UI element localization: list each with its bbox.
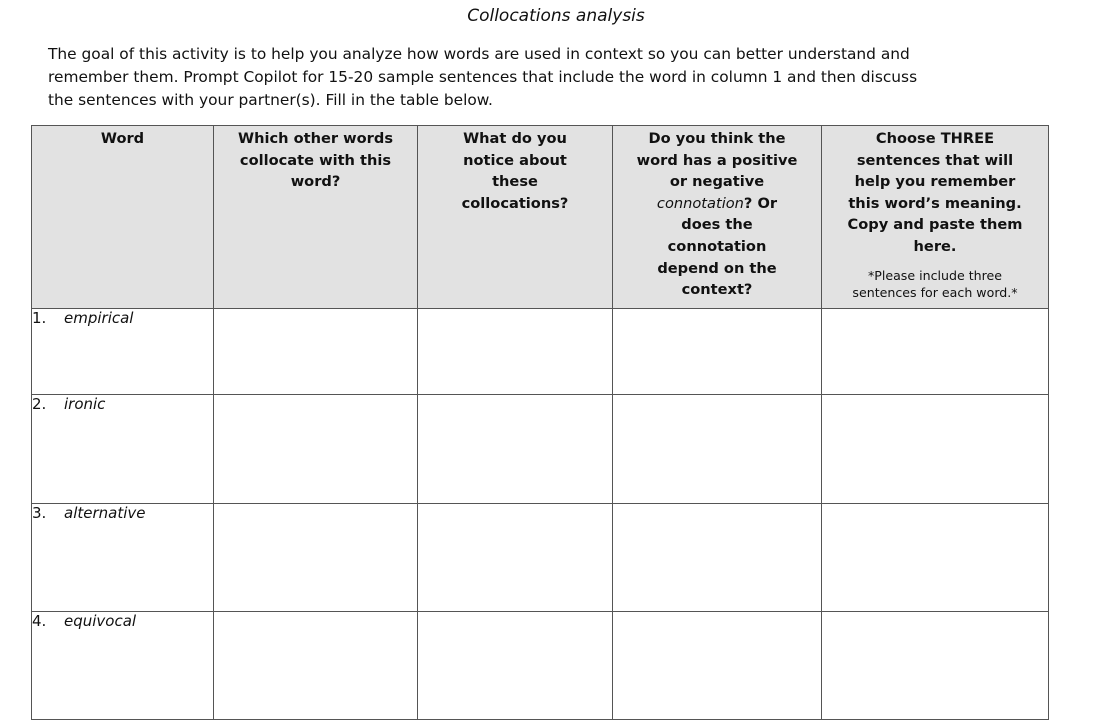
header-connotation: Do you think the word has a positive or negative connotation? Or does the connotation depend on the context? bbox=[613, 126, 822, 309]
intro-line-3: the sentences with your partner(s). Fill in the table below. bbox=[48, 91, 493, 109]
collocate-cell[interactable] bbox=[214, 612, 418, 720]
sentences-cell[interactable] bbox=[822, 309, 1049, 395]
document-title: Collocations analysis bbox=[467, 6, 645, 26]
header-row bbox=[32, 126, 1049, 309]
word-cell bbox=[32, 504, 214, 612]
header-choose-three: Choose THREE sentences that will help you remember this word’s meaning. Copy and paste them here. *Please include three sentences for each word.* bbox=[822, 126, 1049, 309]
table-row bbox=[32, 395, 1049, 504]
row-word: ironic bbox=[64, 395, 106, 413]
row-number: 3. bbox=[32, 504, 47, 522]
collocate-cell[interactable] bbox=[214, 504, 418, 612]
row-word: alternative bbox=[64, 504, 146, 522]
row-number: 2. bbox=[32, 395, 47, 413]
collocate-cell[interactable] bbox=[214, 309, 418, 395]
header-notice: What do you notice about these collocations? bbox=[418, 126, 613, 309]
row-number: 4. bbox=[32, 612, 47, 630]
word-cell bbox=[32, 395, 214, 504]
connotation-cell[interactable] bbox=[613, 504, 822, 612]
word-cell bbox=[32, 612, 214, 720]
connotation-cell[interactable] bbox=[613, 612, 822, 720]
collocations-table bbox=[31, 125, 1049, 720]
connotation-cell[interactable] bbox=[613, 395, 822, 504]
intro-line-2: remember them. Prompt Copilot for 15-20 sample sentences that include the word in column 1 and then discuss bbox=[48, 68, 918, 86]
notice-cell[interactable] bbox=[418, 504, 613, 612]
connotation-term: connotation bbox=[656, 194, 744, 212]
sentences-cell[interactable] bbox=[822, 395, 1049, 504]
header-word: Word bbox=[32, 126, 214, 309]
connotation-cell[interactable] bbox=[613, 309, 822, 395]
table-row bbox=[32, 504, 1049, 612]
table-row bbox=[32, 309, 1049, 395]
notice-cell[interactable] bbox=[418, 309, 613, 395]
row-word: empirical bbox=[64, 309, 134, 327]
sentences-cell[interactable] bbox=[822, 612, 1049, 720]
table-row bbox=[32, 612, 1049, 720]
word-cell bbox=[32, 309, 214, 395]
header-collocate: Which other words collocate with this word? bbox=[214, 126, 418, 309]
instructions-paragraph bbox=[48, 43, 1058, 112]
sentences-cell[interactable] bbox=[822, 504, 1049, 612]
intro-line-1: The goal of this activity is to help you analyze how words are used in context so you can better understand and bbox=[48, 45, 910, 63]
collocate-cell[interactable] bbox=[214, 395, 418, 504]
row-word: equivocal bbox=[64, 612, 137, 630]
notice-cell[interactable] bbox=[418, 612, 613, 720]
header-choose-note: *Please include three sentences for each word.* bbox=[852, 267, 1018, 300]
row-number: 1. bbox=[32, 309, 47, 327]
notice-cell[interactable] bbox=[418, 395, 613, 504]
